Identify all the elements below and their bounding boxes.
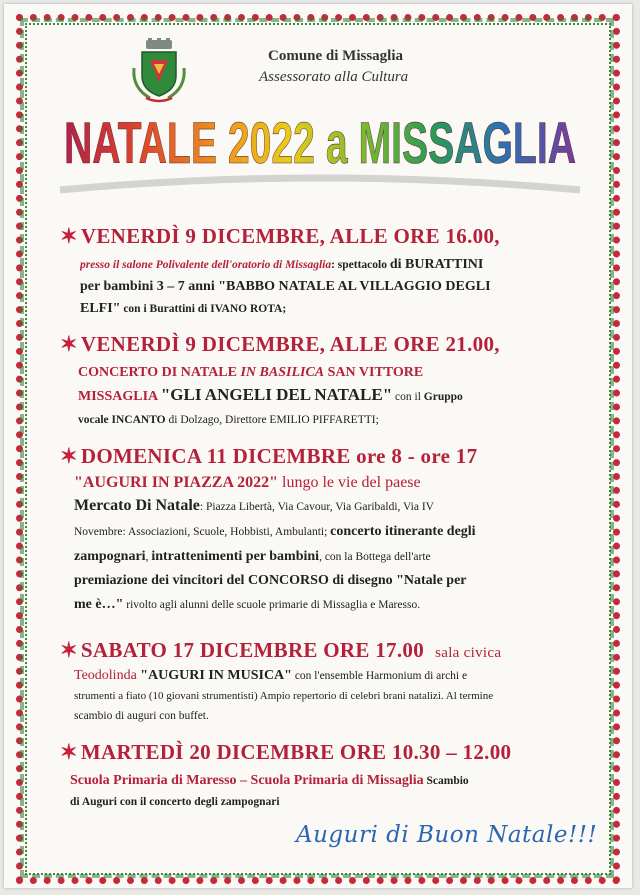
event-2-heading: ✶ VENERDÌ 9 DICEMBRE, ALLE ORE 21.00,: [60, 332, 500, 356]
event-5-heading: ✶ MARTEDÌ 20 DICEMBRE ORE 10.30 – 12.00: [60, 740, 512, 764]
event-3: ✶ DOMENICA 11 DICEMBRE ore 8 - ore 17 "AUGURI IN PIAZZA 2022" lungo le vie del paese Mercato Di Natale: Piazza Libertà, Via Cavour, Via Garibaldi, Via IV Novembre: Associazioni, Scuole, Hobbisti, Ambulanti; concerto itinerante degli zampognari, intrattenimenti per bambini, con la Bottega dell'arte premiazione dei vincitori del CONCORSO di disegno "Natale per me è…" rivolto agli alunni delle scuole primarie di Missaglia e Maresso.: [60, 444, 580, 617]
comune-name: Comune di Missaglia: [268, 48, 404, 64]
main-title: NATALE 2022 a MISSAGLIA: [64, 111, 576, 176]
title-banner: [40, 108, 600, 200]
star-icon: ✶: [60, 740, 78, 764]
star-icon: ✶: [60, 332, 78, 356]
event-5: ✶ MARTEDÌ 20 DICEMBRE ORE 10.30 – 12.00 Scuola Primaria di Maresso – Scuola Primaria di Missaglia Scambio di Auguri con il concerto degli zampognari: [60, 740, 580, 813]
christmas-greeting: Auguri di Buon Natale!!!: [296, 822, 598, 848]
event-4: ✶ SABATO 17 DICEMBRE ORE 17.00 sala civica Teodolinda "AUGURI IN MUSICA" con l'ensemble Harmonium di archi e strumenti a fiato (10 giovani strumentisti) Ampio repertorio di celebri brani natalizi. Al termine scambio di auguri con buffet.: [60, 638, 580, 726]
assessorato-name: Assessorato alla Cultura: [259, 69, 409, 85]
municipal-crest-icon: [128, 38, 190, 104]
star-icon: ✶: [60, 638, 78, 662]
event-1-heading: ✶ VENERDÌ 9 DICEMBRE, ALLE ORE 16.00,: [60, 224, 500, 248]
event-4-heading: ✶ SABATO 17 DICEMBRE ORE 17.00 sala civica: [60, 638, 502, 662]
event-2: ✶ VENERDÌ 9 DICEMBRE, ALLE ORE 21.00, CONCERTO DI NATALE IN BASILICA SAN VITTORE MISSAGLIA "GLI ANGELI DEL NATALE" con il Gruppo vocale INCANTO di Dolzago, Direttore EMILIO PIFFARETTI;: [60, 332, 580, 431]
event-1: ✶ VENERDÌ 9 DICEMBRE, ALLE ORE 16.00, presso il salone Polivalente dell'oratorio di Missaglia: spettacolo di BURATTINI per bambini 3 – 7 anni "BABBO NATALE AL VILLAGGIO DEGLI ELFI" con i Burattini di IVANO ROTA;: [60, 224, 580, 320]
star-icon: ✶: [60, 224, 78, 248]
title-shadow-arc: [60, 178, 580, 190]
star-icon: ✶: [60, 444, 78, 468]
event-3-heading: ✶ DOMENICA 11 DICEMBRE ore 8 - ore 17: [60, 444, 478, 468]
